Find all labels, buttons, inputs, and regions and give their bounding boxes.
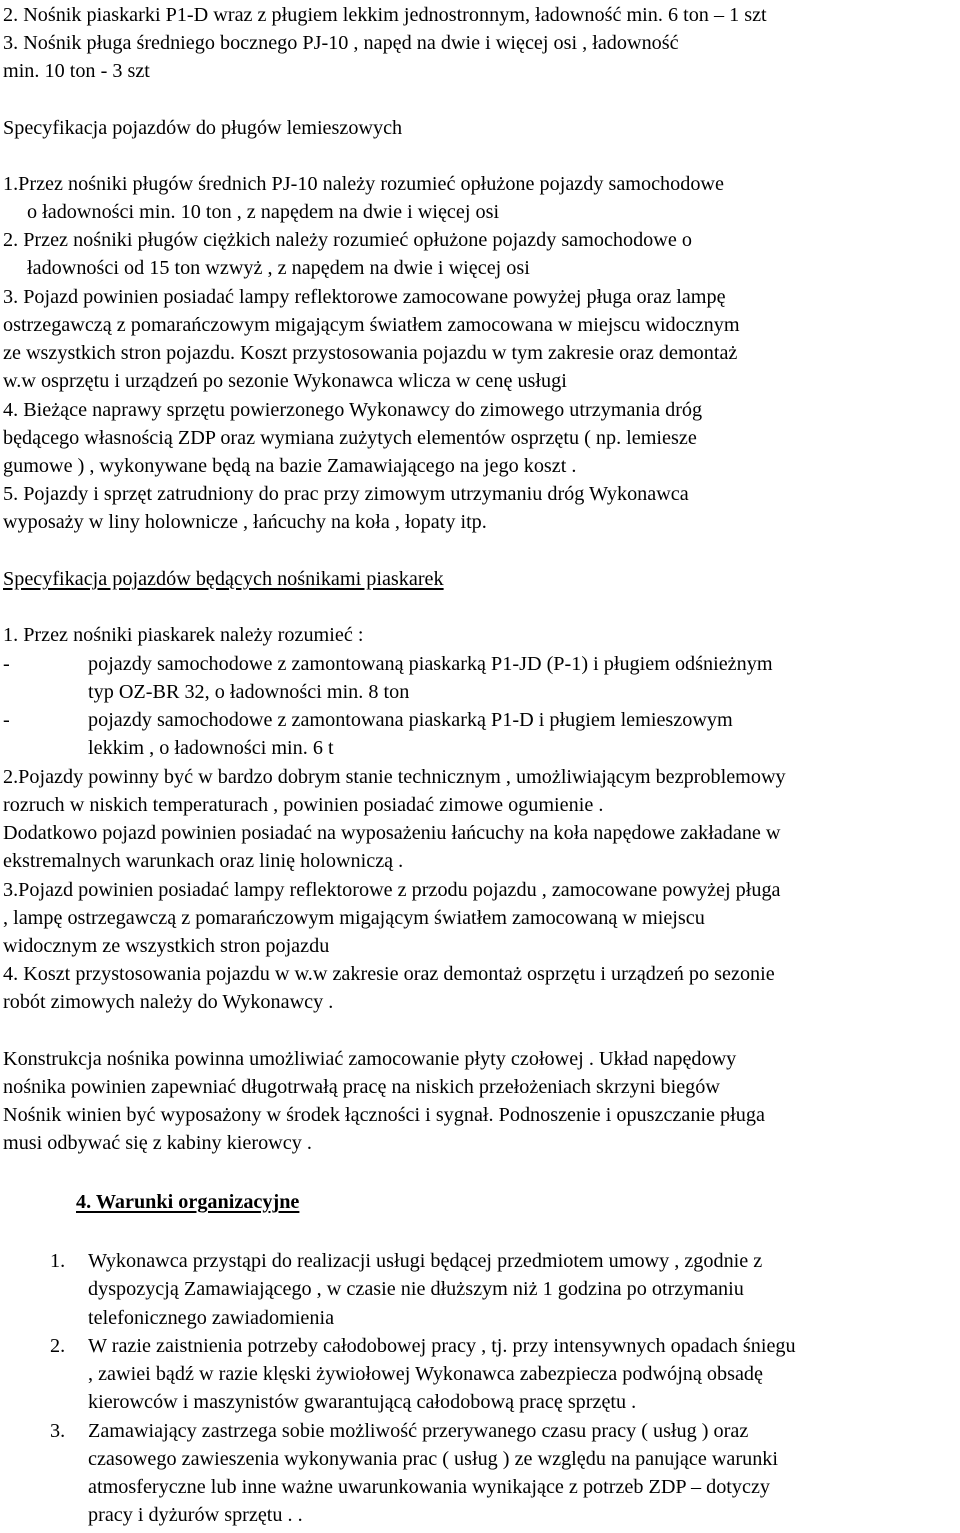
text-line: widocznym ze wszystkich stron pojazdu bbox=[3, 935, 330, 957]
text-line: , zawiei bądź w razie klęski żywiołowej Wykonawca zabezpiecza podwójną obsadę bbox=[88, 1363, 763, 1385]
text-line: 3. bbox=[50, 1420, 66, 1442]
text-line: 4. Bieżące naprawy sprzętu powierzonego Wykonawcy do zimowego utrzymania dróg bbox=[3, 399, 703, 421]
text-line: Specyfikacja pojazdów będących nośnikami piaskarek bbox=[3, 568, 444, 590]
text-line: 2. Przez nośniki pługów ciężkich należy rozumieć opłużone pojazdy samochodowe o bbox=[3, 229, 692, 251]
text-line: wyposaży w liny holownicze , łańcuchy na koła , łopaty itp. bbox=[3, 511, 487, 533]
text-line: musi odbywać się z kabiny kierowcy . bbox=[3, 1132, 312, 1154]
text-line: czasowego zawieszenia wykonywania prac ( usług ) ze względu na panujące warunki bbox=[88, 1448, 779, 1470]
text-line: Nośnik winien być wyposażony w środek łączności i sygnał. Podnoszenie i opuszczanie pługa bbox=[3, 1104, 765, 1126]
text-line: o ładowności min. 10 ton , z napędem na dwie i więcej osi bbox=[27, 201, 500, 223]
text-line: 2.Pojazdy powinny być w bardzo dobrym stanie technicznym , umożliwiającym bezproblemowy bbox=[3, 766, 786, 788]
text-line: pracy i dyżurów sprzętu . . bbox=[88, 1504, 303, 1526]
text-line: dyspozycją Zamawiającego , w czasie nie dłuższym niż 1 godzina po otrzymaniu bbox=[88, 1278, 744, 1300]
text-line: ładowności od 15 ton wzwyż , z napędem na dwie i więcej osi bbox=[27, 257, 530, 279]
text-line: atmosferyczne lub inne ważne uwarunkowania wynikające z potrzeb ZDP – dotyczy bbox=[88, 1476, 770, 1498]
text-line: pojazdy samochodowe z zamontowana piaskarką P1-D i pługiem lemieszowym bbox=[88, 709, 733, 731]
text-line: 2. bbox=[50, 1335, 66, 1357]
text-line: 5. Pojazdy i sprzęt zatrudniony do prac przy zimowym utrzymaniu dróg Wykonawca bbox=[3, 483, 689, 505]
text-line: - bbox=[3, 653, 10, 675]
text-line: 1.Przez nośniki pługów średnich PJ-10 należy rozumieć opłużone pojazdy samochodowe bbox=[3, 173, 724, 195]
text-line: Zamawiający zastrzega sobie możliwość przerywanego czasu pracy ( usług ) oraz bbox=[88, 1420, 749, 1442]
text-line: lekkim , o ładowności min. 6 t bbox=[88, 737, 334, 759]
text-line: będącego własnością ZDP oraz wymiana zużytych elementów osprzętu ( np. lemiesze bbox=[3, 427, 697, 449]
text-line: telefonicznego zawiadomienia bbox=[88, 1307, 335, 1329]
text-line: Konstrukcja nośnika powinna umożliwiać zamocowanie płyty czołowej . Układ napędowy bbox=[3, 1048, 737, 1070]
text-line: 1. bbox=[50, 1250, 66, 1272]
text-line: pojazdy samochodowe z zamontowaną piaskarką P1-JD (P-1) i pługiem odśnieżnym bbox=[88, 653, 773, 675]
text-line: ze wszystkich stron pojazdu. Koszt przystosowania pojazdu w tym zakresie oraz demontaż bbox=[3, 342, 738, 364]
text-line: ekstremalnych warunkach oraz linię holowniczą . bbox=[3, 850, 404, 872]
text-line: 2. Nośnik piaskarki P1-D wraz z pługiem lekkim jednostronnym, ładowność min. 6 ton – 1 szt bbox=[3, 4, 767, 26]
text-line: gumowe ) , wykonywane będą na bazie Zamawiającego na jego koszt . bbox=[3, 455, 577, 477]
text-line: , lampę ostrzegawczą z pomarańczowym migającym światłem zamocowaną w miejscu bbox=[3, 907, 705, 929]
text-line: 3. Nośnik pługa średniego bocznego PJ-10 , napęd na dwie i więcej osi , ładowność bbox=[3, 32, 679, 54]
text-line: min. 10 ton - 3 szt bbox=[3, 60, 150, 82]
text-line: 4. Koszt przystosowania pojazdu w w.w zakresie oraz demontaż osprzętu i urządzeń po sezonie bbox=[3, 963, 775, 985]
text-line: Dodatkowo pojazd powinien posiadać na wyposażeniu łańcuchy na koła napędowe zakładane w bbox=[3, 822, 781, 844]
text-line: 3. Pojazd powinien posiadać lampy reflektorowe zamocowane powyżej pługa oraz lampę bbox=[3, 286, 726, 308]
text-line: W razie zaistnienia potrzeby całodobowej pracy , tj. przy intensywnych opadach śniegu bbox=[88, 1335, 796, 1357]
text-line: Specyfikacja pojazdów do pługów lemieszowych bbox=[3, 117, 403, 139]
text-line: 3.Pojazd powinien posiadać lampy reflektorowe z przodu pojazdu , zamocowane powyżej pługa bbox=[3, 879, 781, 901]
text-line: typ OZ-BR 32, o ładowności min. 8 ton bbox=[88, 681, 410, 703]
text-line: - bbox=[3, 709, 10, 731]
text-line: w.w osprzętu i urządzeń po sezonie Wykonawca wlicza w cenę usługi bbox=[3, 370, 567, 392]
text-line: nośnika powinien zapewniać długotrwałą pracę na niskich przełożeniach skrzyni biegów bbox=[3, 1076, 720, 1098]
text-line: ostrzegawczą z pomarańczowym migającym światłem zamocowana w miejscu widocznym bbox=[3, 314, 740, 336]
text-line: kierowców i maszynistów gwarantującą całodobową pracę sprzętu . bbox=[88, 1391, 637, 1413]
text-line: robót zimowych należy do Wykonawcy . bbox=[3, 991, 334, 1013]
text-line: 4. Warunki organizacyjne bbox=[76, 1191, 300, 1213]
text-line: Wykonawca przystąpi do realizacji usługi będącej przedmiotem umowy , zgodnie z bbox=[88, 1250, 763, 1272]
text-line: rozruch w niskich temperaturach , powinien posiadać zimowe ogumienie . bbox=[3, 794, 604, 816]
text-line: 1. Przez nośniki piaskarek należy rozumieć : bbox=[3, 624, 364, 646]
